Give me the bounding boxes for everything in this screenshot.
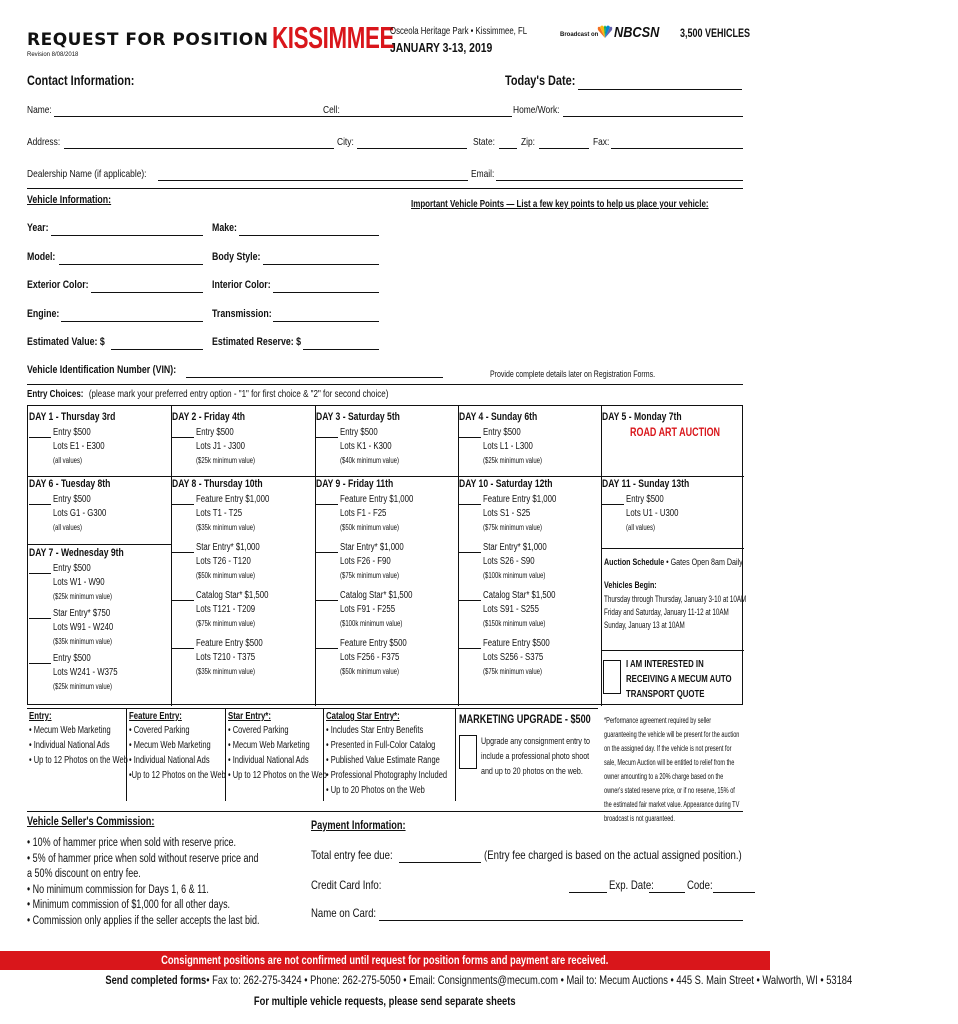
zip-label: Zip: <box>521 136 536 148</box>
entry-choice-field[interactable] <box>459 504 481 505</box>
entry-option <box>172 542 312 590</box>
email-label: Email: <box>471 168 495 180</box>
entry-option-label: Entry $500 <box>626 494 664 505</box>
entry-option-lots: Lots W241 - W375 <box>53 667 118 678</box>
benefit-item: •Up to 12 Photos on the Web <box>129 770 226 781</box>
contact-heading: Contact Information: <box>27 72 135 88</box>
entry-option <box>316 638 456 686</box>
benefit-item: • Up to 20 Photos on the Web <box>326 785 425 796</box>
entry-choice-field[interactable] <box>29 573 51 574</box>
estimated-value-field[interactable] <box>111 349 203 350</box>
commission-list <box>27 836 261 929</box>
entry-option-label: Feature Entry $1,000 <box>196 494 270 505</box>
body-style-field[interactable] <box>263 264 379 265</box>
entry-option <box>459 542 599 590</box>
benefit-item: • Up to 12 Photos on the Web <box>228 770 327 781</box>
entry-option-minimum: ($25k minimum value) <box>483 456 543 465</box>
benefit-title: Star Entry*: <box>228 711 271 722</box>
event-location: Osceola Heritage Park • Kissimmee, FL <box>390 26 528 37</box>
schedule-line-3: Sunday, January 13 at 10AM <box>604 620 685 630</box>
name-label: Name: <box>27 104 52 116</box>
send-forms-line <box>0 973 853 987</box>
entry-option <box>459 494 599 542</box>
commission-item: • Commission only applies if the seller accepts the last bid. <box>27 914 260 927</box>
state-field[interactable] <box>499 148 517 149</box>
estimated-reserve-label: Estimated Reserve: $ <box>212 336 302 348</box>
entry-option-minimum: ($50k minimum value) <box>340 523 400 532</box>
transport-quote-checkbox[interactable] <box>603 660 621 694</box>
exp-date-field[interactable] <box>649 892 685 893</box>
entry-choice-field[interactable] <box>316 504 338 505</box>
day-title: DAY 7 - Wednesday 9th <box>29 547 124 559</box>
entry-option-minimum: ($25k minimum value) <box>196 456 256 465</box>
send-forms-label: Send completed forms <box>105 973 207 987</box>
entry-choice-field[interactable] <box>602 504 624 505</box>
gates-open-label: • Gates Open 8am Daily <box>666 557 743 568</box>
entry-choice-field[interactable] <box>172 552 194 553</box>
day-cell <box>459 478 599 686</box>
entry-option-label: Entry $500 <box>53 427 91 438</box>
entry-option-label: Entry $500 <box>483 427 521 438</box>
interior-color-label: Interior Color: <box>212 279 271 291</box>
entry-option-label: Entry $500 <box>53 653 91 664</box>
send-forms-details: • Fax to: 262-275-3424 • Phone: 262-275-5050 • Email: Consignments@mecum.com • Mail to: Mecum Auctions • 445 S. Main Street • Walworth, WI • 53184 <box>206 973 853 987</box>
entry-option-label: Star Entry* $1,000 <box>196 542 260 553</box>
entry-option-lots: Lots T26 - T120 <box>196 556 251 567</box>
entry-option <box>459 427 599 472</box>
network-logo: NBCSN <box>614 24 660 41</box>
entry-option-minimum: ($25k minimum value) <box>53 682 113 691</box>
zip-field[interactable] <box>539 148 589 149</box>
engine-field[interactable] <box>61 321 203 322</box>
entry-choices-heading: Entry Choices: <box>27 389 84 400</box>
auction-schedule-label: Auction Schedule <box>604 557 665 568</box>
entry-option-label: Feature Entry $1,000 <box>483 494 557 505</box>
entry-option <box>316 590 456 638</box>
benefit-column <box>326 711 456 800</box>
entry-option <box>29 494 169 539</box>
day-cell <box>29 411 169 472</box>
benefit-item: • Individual National Ads <box>228 755 309 766</box>
day-title: DAY 8 - Thursday 10th <box>172 478 263 490</box>
schedule-line-2: Friday and Saturday, January 11-12 at 10AM <box>604 607 729 617</box>
form-title: REQUEST FOR POSITION <box>27 30 269 50</box>
entry-option <box>172 590 312 638</box>
commission-item: • No minimum commission for Days 1, 6 & 11. <box>27 883 209 896</box>
entry-option <box>29 427 169 472</box>
entry-option <box>316 494 456 542</box>
key-points-label: Important Vehicle Points — List a few key points to help us place your vehicle: <box>411 198 709 210</box>
entry-choice-field[interactable] <box>316 437 338 438</box>
credit-card-label: Credit Card Info: <box>311 878 382 892</box>
entry-option-lots: Lots J1 - J300 <box>196 441 245 452</box>
dealership-label: Dealership Name (if applicable): <box>27 168 147 180</box>
fee-note: (Entry fee charged is based on the actual assigned position.) <box>484 848 742 862</box>
benefit-item: • Presented in Full-Color Catalog <box>326 740 436 751</box>
confirmation-banner-text: Consignment positions are not confirmed until request for position forms and payment are received. <box>161 953 609 967</box>
entry-choices-instruction: (please mark your preferred entry option - "1" for first choice & "2" for second choice) <box>88 389 389 400</box>
kissimmee-logo: KISSIMMEE <box>272 20 395 55</box>
day-title: DAY 10 - Saturday 12th <box>459 478 553 490</box>
schedule-line-1: Thursday through Thursday, January 3-10 at 10AM <box>604 594 747 604</box>
day-cell <box>459 411 599 472</box>
vehicle-count: 3,500 VEHICLES <box>680 26 751 40</box>
entry-option-minimum: ($75k minimum value) <box>340 571 400 580</box>
estimated-value-label: Estimated Value: $ <box>27 336 105 348</box>
entry-option-minimum: (all values) <box>53 523 83 532</box>
todays-date-label: Today's Date: <box>505 72 576 88</box>
model-field[interactable] <box>59 264 203 265</box>
credit-card-field[interactable] <box>569 892 607 893</box>
commission-item: • 10% of hammer price when sold with reserve price. <box>27 837 237 849</box>
entry-option-lots: Lots T1 - T25 <box>196 508 243 519</box>
commission-item: • Minimum commission of $1,000 for all other days. <box>27 899 231 911</box>
entry-option <box>459 638 599 686</box>
entry-option-lots: Lots S256 - S375 <box>483 652 544 663</box>
entry-option-minimum: ($35k minimum value) <box>53 637 113 646</box>
entry-choice-field[interactable] <box>172 600 194 601</box>
entry-option-lots: Lots T210 - T375 <box>196 652 256 663</box>
multiple-requests-note: For multiple vehicle requests, please send separate sheets <box>254 994 516 1008</box>
entry-option-label: Catalog Star* $1,500 <box>483 590 556 601</box>
name-on-card-field[interactable] <box>379 920 743 921</box>
day-title: DAY 1 - Thursday 3rd <box>29 411 116 423</box>
dealership-field[interactable] <box>158 180 468 181</box>
benefit-item: • Mecum Web Marketing <box>29 725 111 736</box>
benefit-title: Catalog Star Entry*: <box>326 711 400 722</box>
entry-option-label: Catalog Star* $1,500 <box>340 590 413 601</box>
entry-option-label: Star Entry* $1,000 <box>483 542 547 553</box>
city-field[interactable] <box>357 148 467 149</box>
benefit-item: • Individual National Ads <box>129 755 210 766</box>
entry-option-minimum: ($40k minimum value) <box>340 456 400 465</box>
entry-option-minimum: ($35k minimum value) <box>196 523 256 532</box>
home-work-field[interactable] <box>563 116 743 117</box>
entry-choice-field[interactable] <box>172 648 194 649</box>
entry-option-label: Feature Entry $1,000 <box>340 494 414 505</box>
entry-choice-field[interactable] <box>29 618 51 619</box>
marketing-upgrade-title: MARKETING UPGRADE - $500 <box>459 712 591 726</box>
entry-option-lots: Lots F256 - F375 <box>340 652 400 663</box>
code-label: Code: <box>687 878 713 892</box>
entry-option-lots: Lots S1 - S25 <box>483 508 531 519</box>
payment-heading: Payment Information: <box>311 820 406 832</box>
todays-date-field[interactable] <box>578 89 742 90</box>
transmission-label: Transmission: <box>212 308 272 320</box>
entry-option-label: Feature Entry $500 <box>196 638 263 649</box>
total-fee-field[interactable] <box>399 862 481 863</box>
entry-option-minimum: ($25k minimum value) <box>53 592 113 601</box>
year-label: Year: <box>27 222 49 234</box>
benefit-item: • Up to 12 Photos on the Web <box>29 755 128 766</box>
transport-quote-label: I AM INTERESTED IN RECEIVING A MECUM AUTO TRANSPORT QUOTE <box>626 659 732 700</box>
entry-choice-field[interactable] <box>29 663 51 664</box>
name-on-card-label: Name on Card: <box>311 906 377 920</box>
benefit-title: Entry: <box>29 711 52 722</box>
entry-option-label: Star Entry* $1,000 <box>340 542 404 553</box>
benefit-item: • Mecum Web Marketing <box>228 740 310 751</box>
day-cell <box>602 478 742 542</box>
fax-field[interactable] <box>611 148 743 149</box>
day-title: DAY 3 - Saturday 5th <box>316 411 400 423</box>
entry-choice-field[interactable] <box>172 504 194 505</box>
performance-note: *Performance agreement required by seller guaranteeing the vehicle will be present for the auction on the assigned day. If the vehicle is not present for sale, Mecum Auction will be entitled to relief from the owner amounting to a 20% charge based on the owner's stated reserve price, or if no reserve, 15% of the estimated fair market value. Appearance during TV broadcast is not guaranteed. <box>604 716 740 823</box>
marketing-upgrade-checkbox[interactable] <box>459 735 477 769</box>
day-cell <box>29 478 169 539</box>
multiple-requests-line <box>0 994 770 1008</box>
entry-option-label: Entry $500 <box>53 494 91 505</box>
exp-date-label: Exp. Date: <box>609 878 654 892</box>
entry-option <box>29 608 169 653</box>
entry-option-minimum: ($75k minimum value) <box>196 619 256 628</box>
day-cell <box>602 411 742 439</box>
entry-option-minimum: ($50k minimum value) <box>340 667 400 676</box>
entry-option <box>172 427 312 472</box>
entry-option-lots: Lots K1 - K300 <box>340 441 392 452</box>
benefit-item: • Mecum Web Marketing <box>129 740 211 751</box>
address-label: Address: <box>27 136 61 148</box>
state-label: State: <box>473 136 495 148</box>
vehicle-heading: Vehicle Information: <box>27 194 112 206</box>
day-title: DAY 11 - Sunday 13th <box>602 478 690 490</box>
entry-option-lots: Lots S26 - S90 <box>483 556 535 567</box>
transmission-field[interactable] <box>273 321 379 322</box>
body-style-label: Body Style: <box>212 251 261 263</box>
day-title: DAY 6 - Tuesday 8th <box>29 478 111 490</box>
entry-choice-field[interactable] <box>316 648 338 649</box>
exterior-color-field[interactable] <box>91 292 203 293</box>
entry-option-label: Entry $500 <box>53 563 91 574</box>
entry-option-label: Catalog Star* $1,500 <box>196 590 269 601</box>
estimated-reserve-field[interactable] <box>303 349 379 350</box>
benefit-item: • Individual National Ads <box>29 740 110 751</box>
entry-option-lots: Lots F1 - F25 <box>340 508 387 519</box>
vin-field[interactable] <box>186 377 443 378</box>
entry-option-minimum: ($100k minimum value) <box>340 619 403 628</box>
revision-date: Revision 8/08/2018 <box>27 52 79 58</box>
entry-option <box>459 590 599 638</box>
cell-field[interactable] <box>344 116 512 117</box>
vin-label: Vehicle Identification Number (VIN): <box>27 364 177 376</box>
commission-item: • 5% of hammer price when sold without reserve price and a 50% discount on entry fee. <box>27 852 259 880</box>
make-label: Make: <box>212 222 237 234</box>
event-dates: JANUARY 3-13, 2019 <box>390 40 493 55</box>
day-cell <box>316 478 456 686</box>
lower-section-rule <box>27 811 743 812</box>
day-title: DAY 9 - Friday 11th <box>316 478 394 490</box>
entry-option-label: Feature Entry $500 <box>483 638 550 649</box>
entry-choice-field[interactable] <box>316 552 338 553</box>
marketing-upgrade-text: Upgrade any consignment entry to include a professional photo shoot and up to 20 photos on the web. <box>481 736 590 777</box>
entry-choice-field[interactable] <box>172 437 194 438</box>
entry-choice-field[interactable] <box>459 437 481 438</box>
name-field[interactable] <box>54 116 346 117</box>
entry-option-lots: Lots F26 - F90 <box>340 556 391 567</box>
entry-choice-field[interactable] <box>459 552 481 553</box>
exterior-color-label: Exterior Color: <box>27 279 89 291</box>
broadcast-label: Broadcast on <box>560 32 599 38</box>
benefit-item: • Covered Parking <box>228 725 289 736</box>
entry-choice-field[interactable] <box>316 600 338 601</box>
email-field[interactable] <box>496 180 743 181</box>
entry-option-minimum: ($100k minimum value) <box>483 571 546 580</box>
day-title: DAY 4 - Sunday 6th <box>459 411 538 423</box>
entry-option <box>316 542 456 590</box>
entry-option <box>602 494 742 542</box>
entry-option-minimum: (all values) <box>626 523 656 532</box>
entry-option-lots: Lots U1 - U300 <box>626 508 679 519</box>
benefit-item: • Covered Parking <box>129 725 190 736</box>
city-label: City: <box>337 136 354 148</box>
benefit-item: • Includes Star Entry Benefits <box>326 725 424 736</box>
entry-option-lots: Lots F91 - F255 <box>340 604 396 615</box>
confirmation-banner <box>0 951 770 970</box>
entry-option-minimum: ($75k minimum value) <box>483 523 543 532</box>
entry-option <box>172 494 312 542</box>
entry-choice-field[interactable] <box>459 648 481 649</box>
benefit-item: • Professional Photography Included <box>326 770 448 781</box>
commission-heading: Vehicle Seller's Commission: <box>27 816 155 828</box>
entry-option-lots: Lots W1 - W90 <box>53 577 105 588</box>
entry-choice-field[interactable] <box>29 437 51 438</box>
road-art-auction-label: ROAD ART AUCTION <box>630 427 721 439</box>
day-cell <box>29 547 169 698</box>
make-field[interactable] <box>239 235 379 236</box>
interior-color-field[interactable] <box>273 292 379 293</box>
address-field[interactable] <box>64 148 334 149</box>
model-label: Model: <box>27 251 56 263</box>
entry-option-minimum: ($150k minimum value) <box>483 619 546 628</box>
entry-option-lots: Lots G1 - G300 <box>53 508 107 519</box>
entry-option <box>29 563 169 608</box>
entry-option-minimum: ($75k minimum value) <box>483 667 543 676</box>
total-fee-label: Total entry fee due: <box>311 848 393 862</box>
entry-choice-field[interactable] <box>29 504 51 505</box>
entry-option <box>29 653 169 698</box>
entry-option-lots: Lots L1 - L300 <box>483 441 533 452</box>
entry-option-label: Star Entry* $750 <box>53 608 111 619</box>
fax-label: Fax: <box>593 136 610 148</box>
entry-option-minimum: ($50k minimum value) <box>196 571 256 580</box>
day-cell <box>172 411 312 472</box>
entry-option <box>172 638 312 686</box>
vehicles-begin-label: Vehicles Begin: <box>604 580 657 591</box>
cell-label: Cell: <box>323 104 340 116</box>
entry-option <box>316 427 456 472</box>
year-field[interactable] <box>51 235 203 236</box>
benefit-title: Feature Entry: <box>129 711 182 722</box>
vehicle-section-rule <box>27 188 743 189</box>
day-cell <box>316 411 456 472</box>
entry-option-lots: Lots S91 - S255 <box>483 604 539 615</box>
entry-option-minimum: ($35k minimum value) <box>196 667 256 676</box>
day-title: DAY 2 - Friday 4th <box>172 411 245 423</box>
entry-option-label: Entry $500 <box>196 427 234 438</box>
entry-option-minimum: (all values) <box>53 456 83 465</box>
key-points-field[interactable] <box>405 214 743 366</box>
entry-option-label: Entry $500 <box>340 427 378 438</box>
nbc-peacock-icon <box>596 24 614 42</box>
entry-choice-field[interactable] <box>459 600 481 601</box>
benefit-item: • Published Value Estimate Range <box>326 755 440 766</box>
day-title: DAY 5 - Monday 7th <box>602 411 682 423</box>
entry-section-rule <box>27 384 743 385</box>
code-field[interactable] <box>713 892 755 893</box>
provide-details-note: Provide complete details later on Registration Forms. <box>490 369 656 379</box>
day-cell <box>172 478 312 686</box>
entry-option-lots: Lots E1 - E300 <box>53 441 105 452</box>
entry-option-lots: Lots W91 - W240 <box>53 622 114 633</box>
entry-option-lots: Lots T121 - T209 <box>196 604 256 615</box>
entry-option-label: Feature Entry $500 <box>340 638 407 649</box>
engine-label: Engine: <box>27 308 60 320</box>
home-work-label: Home/Work: <box>513 104 560 116</box>
